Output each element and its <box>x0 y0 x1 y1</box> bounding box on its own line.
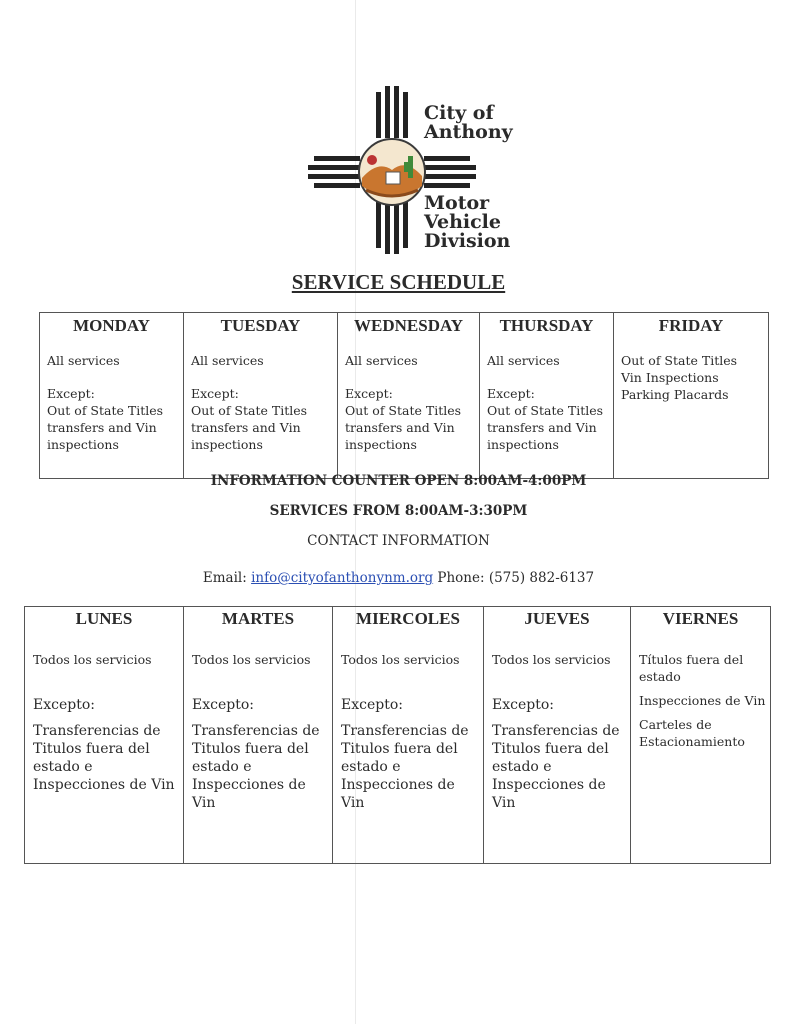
jueves-services: Todos los servicios <box>492 652 611 667</box>
phone-number: (575) 882-6137 <box>488 570 595 586</box>
logo-division-line3: Division <box>424 230 511 252</box>
jueves-detail-3: estado e <box>492 759 552 775</box>
logo-city-line1: City of <box>424 102 494 124</box>
wednesday-detail-3: inspections <box>345 437 417 452</box>
day-header-lunes: LUNES <box>25 607 184 644</box>
lunes-detail-4: Inspecciones de Vin <box>33 777 175 793</box>
lunes-cell <box>25 643 184 864</box>
miercoles-detail-3: estado e <box>341 759 401 775</box>
friday-line-3: Parking Placards <box>621 387 729 402</box>
english-schedule-table <box>39 312 769 479</box>
day-header-martes: MARTES <box>184 607 333 644</box>
wednesday-detail-1: Out of State Titles <box>345 403 462 418</box>
lunes-detail-1: Transferencias de <box>33 723 161 739</box>
jueves-detail-4: Inspecciones de Vin <box>492 777 606 811</box>
tuesday-services: All services <box>191 353 264 368</box>
email-label: Email: <box>202 570 247 586</box>
logo-division-line1: Motor <box>424 192 490 214</box>
monday-cell <box>40 346 184 479</box>
page-title: SERVICE SCHEDULE <box>291 270 506 294</box>
day-header-friday: FRIDAY <box>614 313 769 347</box>
lunes-detail-3: estado e <box>33 759 93 775</box>
services-hours: SERVICES FROM 8:00AM-3:30PM <box>269 503 528 519</box>
logo-city-line2: Anthony <box>424 121 513 143</box>
day-header-monday: MONDAY <box>40 313 184 347</box>
viernes-line-1: Títulos fuera del <box>639 652 744 667</box>
jueves-except: Excepto: <box>492 697 554 713</box>
day-header-tuesday: TUESDAY <box>184 313 338 347</box>
tuesday-detail-1: Out of State Titles <box>191 403 308 418</box>
phone-label: Phone: <box>437 570 485 586</box>
miercoles-except: Excepto: <box>341 697 403 713</box>
jueves-detail-2: Titulos fuera del <box>492 741 609 757</box>
wednesday-detail-2: transfers and Vin <box>345 420 455 435</box>
monday-detail-1: Out of State Titles <box>47 403 164 418</box>
viernes-line-2: estado <box>639 669 681 684</box>
monday-detail-2: transfers and Vin <box>47 420 157 435</box>
day-header-thursday: THURSDAY <box>480 313 614 347</box>
viernes-line-3: Inspecciones de Vin <box>639 693 766 708</box>
tuesday-except: Except: <box>191 386 239 401</box>
wednesday-services: All services <box>345 353 418 368</box>
email-link[interactable]: info@cityofanthonynm.org <box>251 570 434 586</box>
miercoles-cell <box>333 643 484 864</box>
martes-detail-2: Titulos fuera del <box>192 741 309 757</box>
tuesday-cell <box>184 346 338 479</box>
miercoles-detail-2: Titulos fuera del <box>341 741 458 757</box>
logo-division-line2: Vehicle <box>424 211 501 233</box>
spanish-body-row <box>25 643 771 864</box>
monday-detail-3: inspections <box>47 437 119 452</box>
friday-cell <box>614 346 769 479</box>
contact-information-heading: CONTACT INFORMATION <box>307 533 490 549</box>
friday-line-2: Vin Inspections <box>621 370 719 385</box>
martes-detail-4: Inspecciones de Vin <box>192 777 306 811</box>
thursday-detail-1: Out of State Titles <box>487 403 604 418</box>
wednesday-except: Except: <box>345 386 393 401</box>
day-header-wednesday: WEDNESDAY <box>338 313 480 347</box>
martes-detail-3: estado e <box>192 759 252 775</box>
miercoles-detail-1: Transferencias de <box>341 723 469 739</box>
spanish-schedule-table <box>24 606 771 864</box>
tuesday-detail-3: inspections <box>191 437 263 452</box>
wednesday-cell <box>338 346 480 479</box>
logo-city-name <box>424 104 513 142</box>
english-body-row <box>40 346 769 479</box>
jueves-cell <box>484 643 631 864</box>
day-header-miercoles: MIERCOLES <box>333 607 484 644</box>
lunes-services: Todos los servicios <box>33 652 152 667</box>
martes-detail-1: Transferencias de <box>192 723 320 739</box>
jueves-detail-1: Transferencias de <box>492 723 620 739</box>
miercoles-services: Todos los servicios <box>341 652 460 667</box>
viernes-cell <box>631 643 771 864</box>
monday-except: Except: <box>47 386 95 401</box>
spanish-header-row <box>25 607 771 644</box>
friday-line-1: Out of State Titles <box>621 353 738 368</box>
info-counter-hours: INFORMATION COUNTER OPEN 8:00AM-4:00PM <box>210 473 587 489</box>
thursday-detail-2: transfers and Vin <box>487 420 597 435</box>
lunes-detail-2: Titulos fuera del <box>33 741 150 757</box>
contact-line <box>0 570 797 586</box>
day-header-jueves: JUEVES <box>484 607 631 644</box>
martes-cell <box>184 643 333 864</box>
lunes-except: Excepto: <box>33 697 95 713</box>
logo-division-name <box>424 194 510 251</box>
thursday-services: All services <box>487 353 560 368</box>
monday-services: All services <box>47 353 120 368</box>
tuesday-detail-2: transfers and Vin <box>191 420 301 435</box>
english-header-row <box>40 313 769 347</box>
martes-except: Excepto: <box>192 697 254 713</box>
thursday-detail-3: inspections <box>487 437 559 452</box>
miercoles-detail-4: Inspecciones de Vin <box>341 777 455 811</box>
day-header-viernes: VIERNES <box>631 607 771 644</box>
thursday-except: Except: <box>487 386 535 401</box>
martes-services: Todos los servicios <box>192 652 311 667</box>
thursday-cell <box>480 346 614 479</box>
viernes-line-5: Estacionamiento <box>639 734 745 749</box>
viernes-line-4: Carteles de <box>639 717 712 732</box>
